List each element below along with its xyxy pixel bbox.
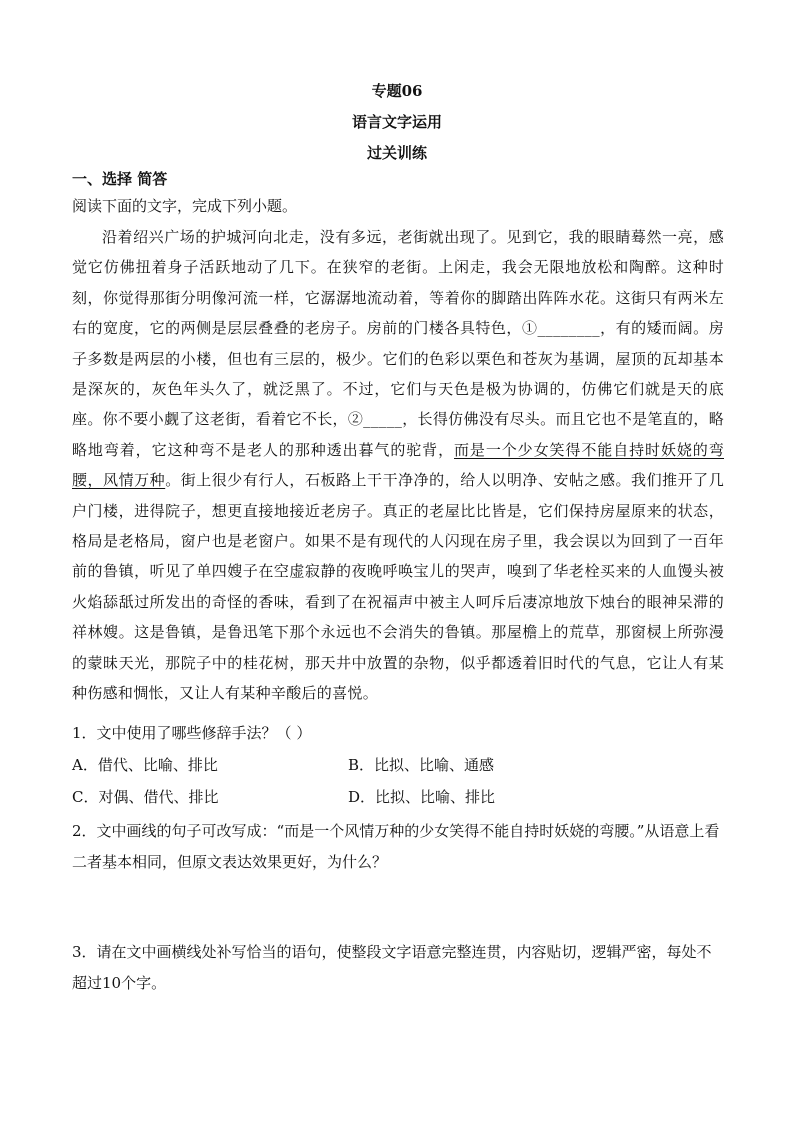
instruction-text: 阅读下面的文字，完成下列小题。: [72, 197, 298, 215]
underlined-sentence: 而是一个少女笑得不能自持时妖娆的弯腰，风情万种: [72, 440, 724, 490]
topic-number: 专题06: [371, 82, 423, 100]
option-d[interactable]: D．比拟、比喻、排比: [348, 788, 496, 806]
section-heading: 一、选择 简答: [72, 170, 168, 188]
training-title: 过关训练: [366, 144, 427, 162]
question-2: 2．文中画线的句子可改写成：“而是一个风情万种的少女笑得不能自持时妖娆的弯腰。”从语意上看二者基本相同，但原文表达效果更好，为什么？: [72, 822, 720, 871]
option-a[interactable]: A．借代、比喻、排比: [72, 756, 218, 774]
reading-passage: [72, 222, 724, 709]
question-1: 1．文中使用了哪些修辞手法？（ ）: [72, 724, 312, 742]
option-b[interactable]: B．比拟、比喻、通感: [348, 756, 495, 774]
passage-part-2: 。街上很少有行人，石板路上干干净净的，给人以明净、安帖之感。我们推开了几户门楼，进得院子，想更直接地接近老房子。真正的老屋比比皆是，它们保持房屋原来的状态，格局是老格局，窗户也是老窗户。如果不是有现代的人闪现在房子里，我会误以为回到了一百年前的鲁镇，听见了单四嫂子在空虚寂静的夜晚呼唤宝儿的哭声，嗅到了华老栓买来的人血馒头被火焰舔舐过所发出的奇怪的香味，看到了在祝福声中被主人呵斥后凄凉地放下烛台的眼神呆滞的祥林嫂。这是鲁镇，是鲁迅笔下那个永远也不会消失的鲁镇。那屋檐上的荒草，那窗棂上所弥漫的蒙昧天光，那院子中的桂花树，那天井中放置的杂物，似乎都透着旧时代的气息，它让人有某种伤感和惆怅，又让人有某种辛酸后的喜悦。: [72, 471, 724, 703]
question-3: 3．请在文中画横线处补写恰当的语句，使整段文字语意完整连贯，内容贴切，逻辑严密，每处不超过10个字。: [72, 943, 712, 992]
option-c[interactable]: C．对偶、借代、排比: [72, 788, 219, 806]
topic-subtitle: 语言文字运用: [351, 113, 442, 131]
passage-part-1: 沿着绍兴广场的护城河向北走，没有多远，老街就出现了。见到它，我的眼睛蓦然一亮，感觉它仿佛扭着身子活跃地动了几下。在狭窄的老街。上闲走，我会无限地放松和陶醉。这种时刻，你觉得那街分明像河流一样，它潺潺地流动着，等着你的脚踏出阵阵水花。这街只有两米左右的宽度，它的两侧是层层叠叠的老房子。房前的门楼各具特色，①________，有的矮而阔。房子多数是两层的小楼，但也有三层的，极少。它们的色彩以栗色和苍灰为基调，屋顶的瓦却基本是深灰的，灰色年头久了，就泛黑了。不过，它们与天色是极为协调的，仿佛它们就是天的底座。你不要小觑了这老街，看着它不长，②_____，长得仿佛没有尽头。而且它也不是笔直的，略略地弯着，它这种弯不是老人的那种透出暮气的驼背，: [72, 228, 724, 459]
